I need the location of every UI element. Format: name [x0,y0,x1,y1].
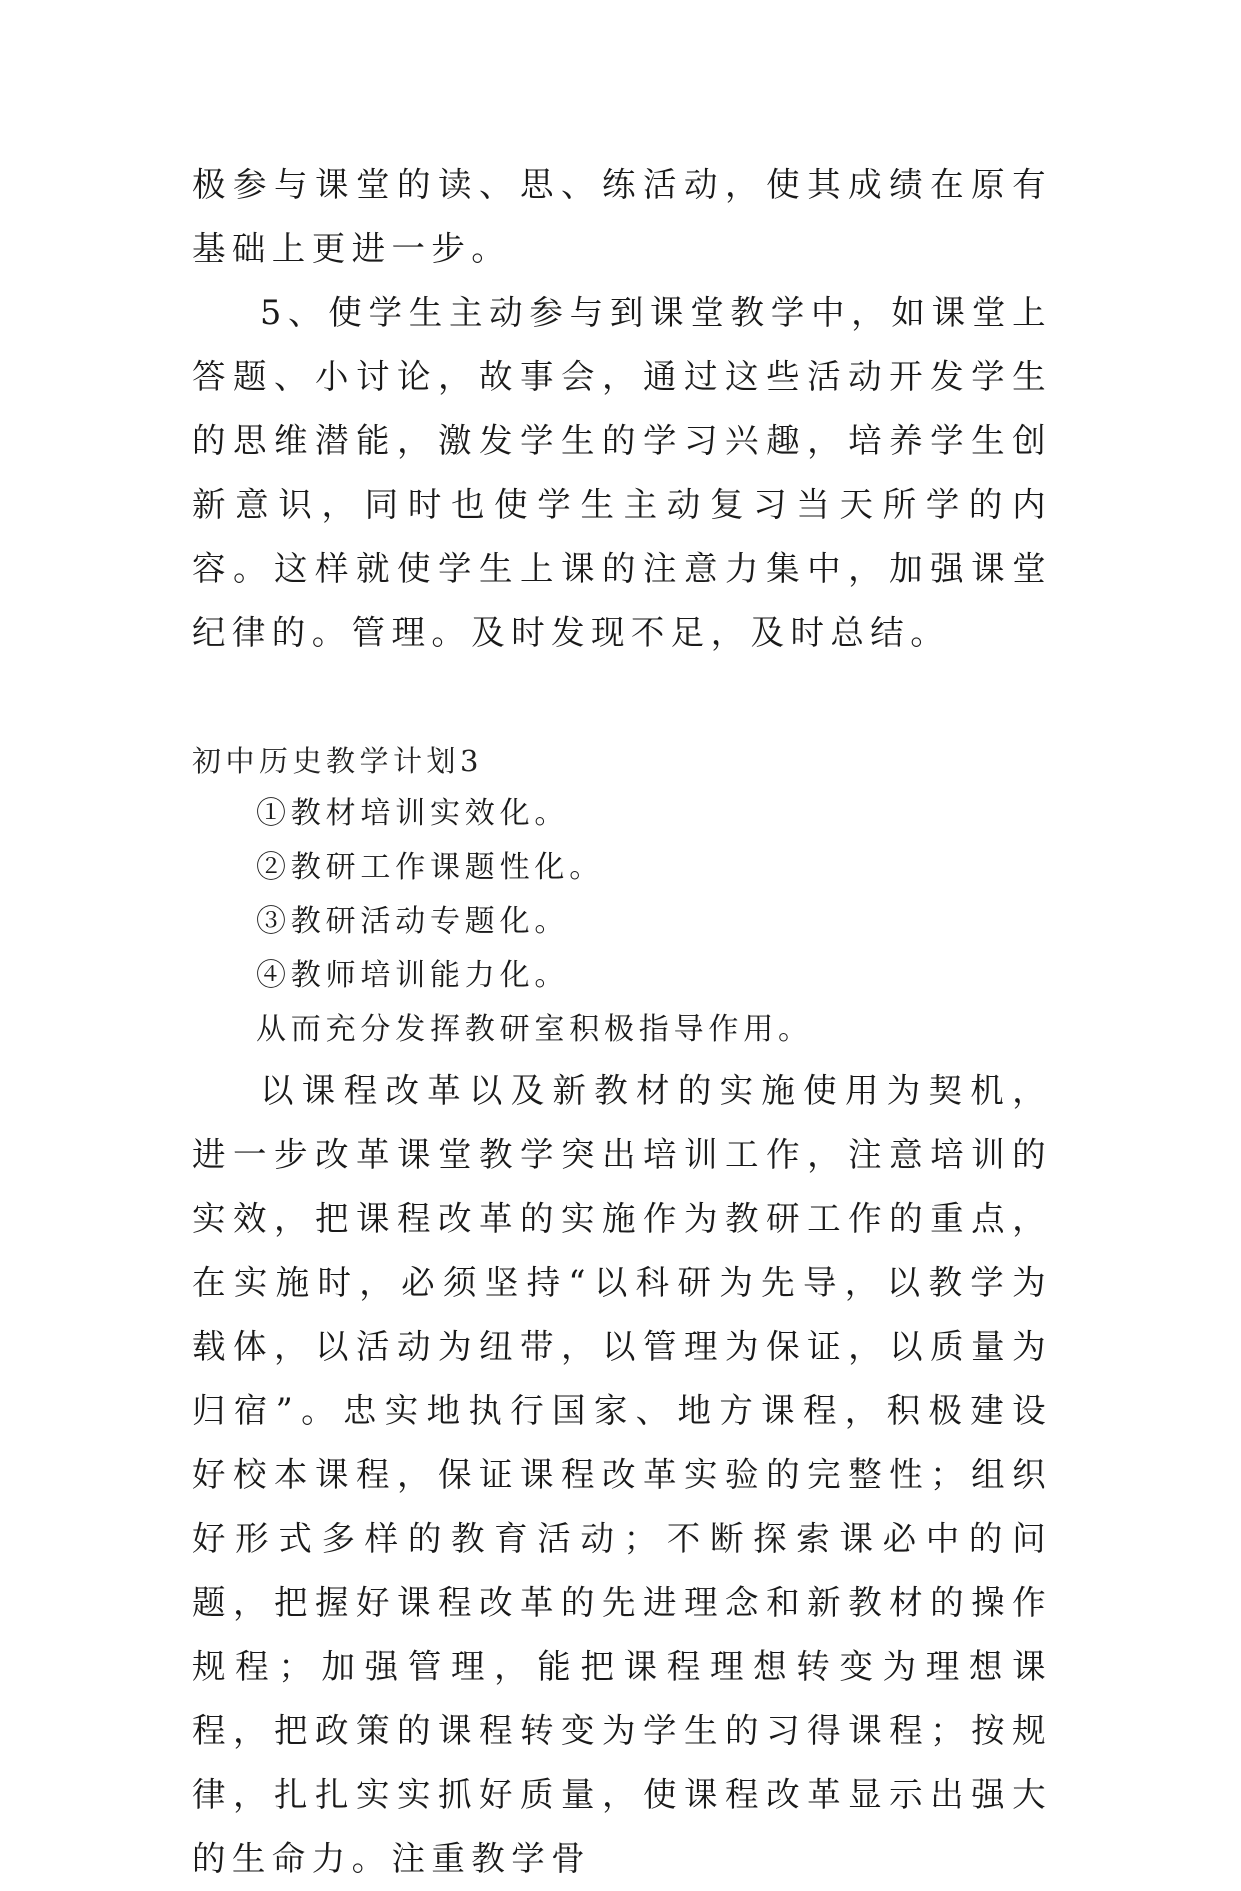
section-gap [192,665,1052,735]
list-item: ①教材培训实效化。 [256,796,570,831]
list-item: ④教师培训能力化。 [256,958,570,993]
document-body [192,153,1052,1891]
list-item: ③教研活动专题化。 [256,904,570,939]
summary-line: 从而充分发挥教研室积极指导作用。 [256,1012,813,1047]
list-item: ②教研工作课题性化。 [256,850,604,885]
continued-paragraph: 极参与课堂的读、思、练活动，使其成绩在原有基础上更进一步。 [192,165,1052,268]
section-title: 初中历史教学计划3 [192,744,483,778]
paragraph-5: 5、使学生主动参与到课堂教学中，如课堂上答题、小讨论，故事会，通过这些活动开发学生的思维潜能，激发学生的学习兴趣，培养学生创新意识，同时也使学生主动复习当天所学的内容。这样就使学生上课的注意力集中，加强课堂纪律的。管理。及时发现不足，及时总结。 [192,293,1052,652]
long-paragraph: 以课程改革以及新教材的实施使用为契机，进一步改革课堂教学突出培训工作，注意培训的实效，把课程改革的实施作为教研工作的重点，在实施时，必须坚持“以科研为先导，以教学为载体，以活动为纽带，以管理为保证，以质量为归宿”。忠实地执行国家、地方课程，积极建设好校本课程，保证课程改革实验的完整性；组织好形式多样的教育活动；不断探索课必中的问题，把握好课程改革的先进理念和新教材的操作规程；加强管理，能把课程理想转变为理想课程，把政策的课程转变为学生的习得课程；按规律，扎扎实实抓好质量，使课程改革显示出强大的生命力。注重教学骨 [192,1071,1052,1878]
